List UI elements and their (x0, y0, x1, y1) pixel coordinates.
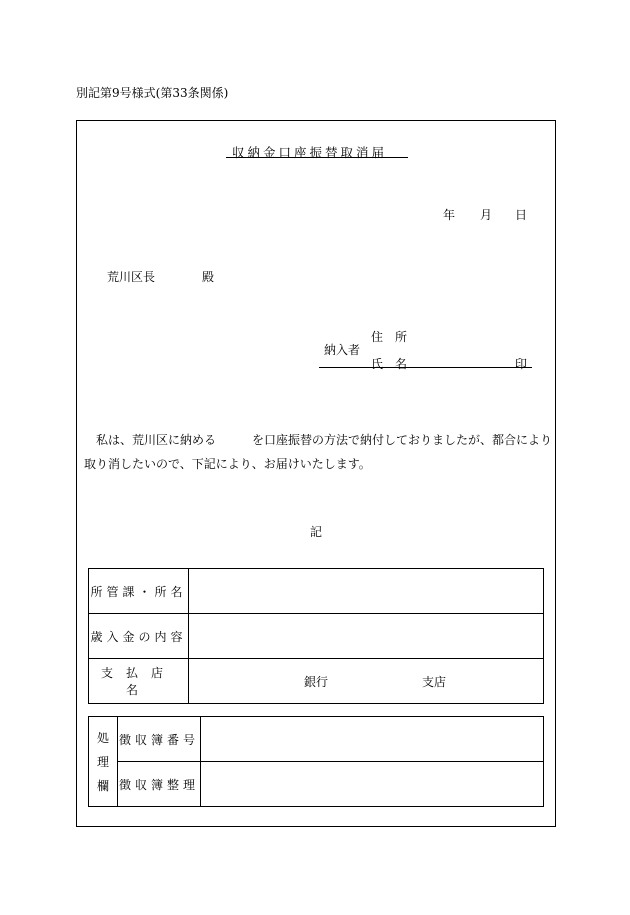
signature-line (319, 367, 532, 368)
processing-header-char: 処 (96, 730, 109, 745)
payer-label: 納入者 (324, 343, 361, 357)
value-jurisdiction[interactable] (189, 569, 544, 614)
label-payment-branch: 支払店名 (89, 659, 189, 704)
form-title: 収納金口座振替取消届 (232, 145, 388, 160)
table-row (89, 762, 544, 807)
addressee-name: 荒川区長 (107, 270, 156, 284)
table-row (89, 614, 544, 659)
form-reference: 別記第9号様式(第33条関係) (76, 86, 229, 100)
body-line2: 取り消したいので、下記により、お届けいたします。 (84, 457, 371, 471)
table-row (89, 717, 544, 762)
processing-table (88, 716, 544, 807)
date-month: 月 (480, 208, 493, 222)
date-year: 年 (443, 208, 456, 222)
ki-heading: 記 (310, 525, 323, 539)
seal-mark: 印 (515, 357, 528, 371)
date-day: 日 (515, 208, 528, 222)
body-line1-part1: 私は、荒川区に納める (96, 433, 217, 447)
value-payment-branch[interactable] (189, 659, 544, 704)
title-underline (226, 157, 408, 158)
body-line1-part2: を口座振替の方法で納付しておりましたが、都合により (252, 433, 553, 447)
value-revenue-content[interactable] (189, 614, 544, 659)
table-row (89, 569, 544, 614)
value-ledger-number[interactable] (201, 717, 544, 762)
details-table (88, 568, 544, 704)
processing-header (89, 717, 118, 807)
processing-header-char: 欄 (96, 778, 109, 793)
payer-address-label: 住 所 (371, 330, 408, 344)
label-ledger-arrangement: 徴収簿整理 (118, 762, 201, 807)
bank-label: 銀行 (304, 675, 329, 689)
table-row (89, 659, 544, 704)
value-ledger-arrangement[interactable] (201, 762, 544, 807)
payer-name-label: 氏 名 (371, 357, 408, 371)
addressee-honorific: 殿 (202, 270, 215, 284)
processing-header-char: 理 (96, 754, 109, 769)
label-jurisdiction: 所管課・所名 (89, 569, 189, 614)
label-revenue-content: 歳入金の内容 (89, 614, 189, 659)
branch-label: 支店 (422, 675, 447, 689)
label-ledger-number: 徴収簿番号 (118, 717, 201, 762)
